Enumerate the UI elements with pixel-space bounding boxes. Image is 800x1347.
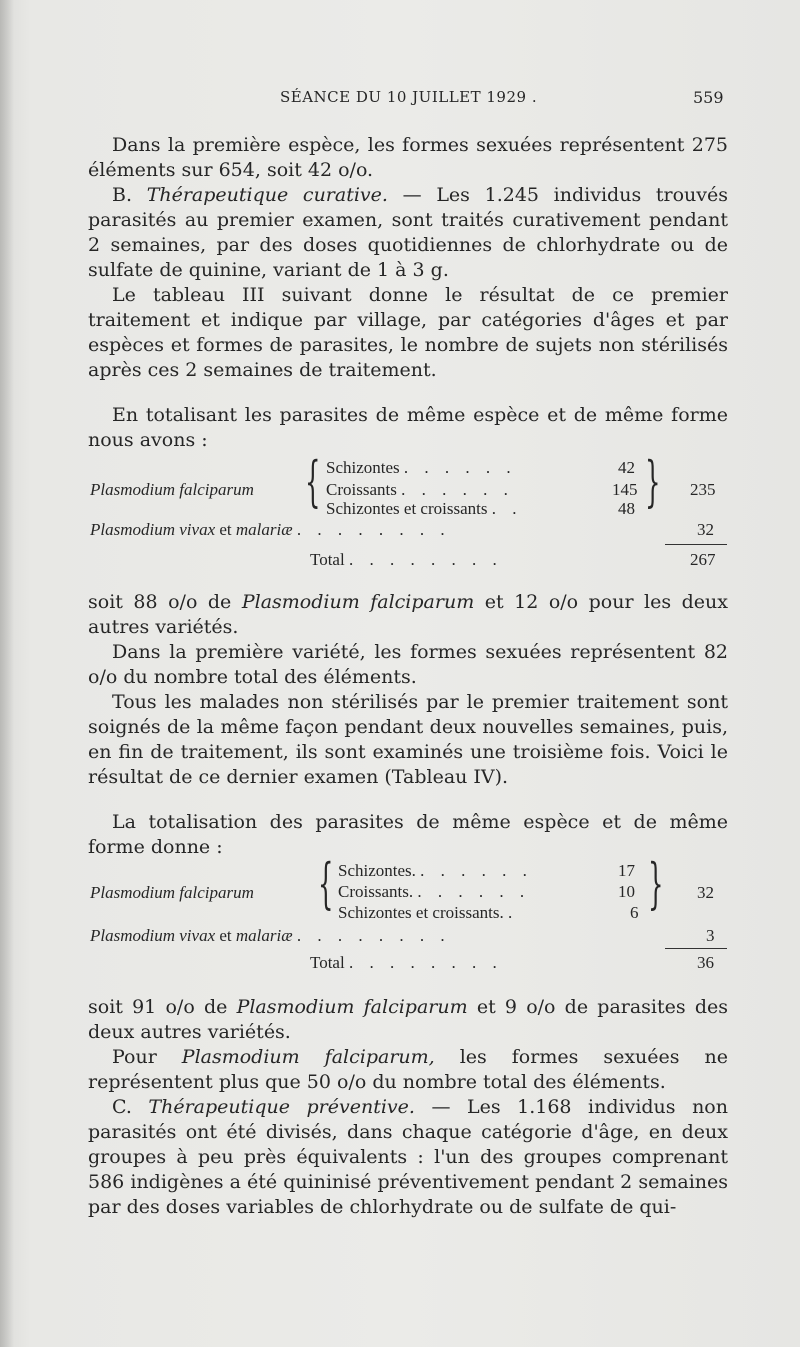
- row2-croissants: Croissants. . . . . . .: [338, 882, 531, 901]
- paragraph-4: En totalisant les parasites de même espèce et de même forme nous avons :: [88, 404, 728, 451]
- text-block-3: [88, 995, 728, 1220]
- row-croissants: Croissants . . . . . .: [326, 480, 514, 499]
- total-rule-2: [665, 948, 727, 949]
- row2-schizontes-value: 17: [618, 861, 635, 880]
- total-value: 267: [690, 550, 716, 569]
- vivax-malariae-value: 32: [697, 520, 714, 539]
- row2-schizontes-croissants-value: 6: [630, 903, 639, 922]
- total-rule: [665, 544, 727, 545]
- right-brace: }: [645, 450, 661, 513]
- paragraph-1: Dans la première espèce, les formes sexuées représentent 275 éléments sur 654, soit 42 o/o.: [88, 134, 728, 181]
- paragraph-9: soit 91 o/o de Plasmodium falciparum et 9 o/o de parasites des deux autres variétés.: [88, 996, 728, 1043]
- paragraph-6: Dans la première variété, les formes sexuées représentent 82 o/o du nombre total des éléments.: [88, 641, 728, 688]
- subtotal-falciparum-2: 32: [697, 883, 714, 902]
- vivax-malariae-value-2: 3: [706, 926, 715, 945]
- species-falciparum-label-2: Plasmodium falciparum: [90, 883, 254, 902]
- text-block-1: [88, 133, 728, 453]
- species-vivax-malariae-label-2: Plasmodium vivax et malariæ . . . . . . . .: [90, 926, 451, 945]
- row2-croissants-value: 10: [618, 882, 635, 901]
- row2-schizontes-croissants: Schizontes et croissants. .: [338, 903, 519, 922]
- paragraph-11: C. Thérapeutique préventive. — Les 1.168 individus non parasités ont été divisés, dans chaque catégorie d'âge, en deux groupes à peu près équivalents : l'un des groupes comprenant 586 indigènes a été quininisé préventivement pendant 2 semaines par des doses variables de chlorhydrate ou de sulfate de qui-: [88, 1096, 728, 1218]
- row-croissants-value: 145: [612, 480, 638, 499]
- total-value-2: 36: [697, 953, 714, 972]
- paragraph-3: Le tableau III suivant donne le résultat de ce premier traitement et indique par village, par catégories d'âges et par espèces et formes de parasites, le nombre de sujets non stérilisés après ces 2 semaines de traitement.: [88, 284, 728, 381]
- species-falciparum-label: Plasmodium falciparum: [90, 480, 254, 499]
- row-schizontes-value: 42: [618, 458, 635, 477]
- paragraph-7: Tous les malades non stérilisés par le premier traitement sont soignés de la même façon pendant deux nouvelles semaines, puis, en fin de traitement, ils sont examinés une troisième fois. Voici le résultat de ce dernier examen (Tableau IV).: [88, 691, 728, 788]
- paragraph-8: La totalisation des parasites de même espèce et de même forme donne :: [88, 811, 728, 858]
- row2-schizontes: Schizontes. . . . . . .: [338, 861, 533, 880]
- paragraph-10: Pour Plasmodium falciparum, les formes sexuées ne représentent plus que 50 o/o du nombre total des éléments.: [88, 1046, 729, 1093]
- subtotal-falciparum: 235: [690, 480, 716, 499]
- running-head: SÉANCE DU 10 JUILLET 1929 .: [280, 88, 538, 106]
- left-brace-2: {: [318, 852, 334, 915]
- heading-therapeutique-preventive: Thérapeutique préventive.: [148, 1096, 415, 1118]
- species-vivax-malariae-label: Plasmodium vivax et malariæ . . . . . . . .: [90, 520, 451, 539]
- page-edge-shadow: [0, 0, 14, 1347]
- page-number: 559: [693, 88, 724, 107]
- heading-therapeutique-curative: Thérapeutique curative.: [146, 184, 388, 206]
- paragraph-2: B. Thérapeutique curative. — Les 1.245 individus trouvés parasités au premier examen, sont traités curativement pendant 2 semaines, par des doses quotidiennes de chlorhydrate ou de sulfate de quinine, variant de 1 à 3 g.: [88, 184, 728, 281]
- total-label: Total . . . . . . . .: [310, 550, 503, 569]
- row-schizontes-croissants: Schizontes et croissants . .: [326, 499, 523, 518]
- right-brace-2: }: [648, 852, 664, 915]
- paragraph-5: soit 88 o/o de Plasmodium falciparum et 12 o/o pour les deux autres variétés.: [88, 591, 728, 638]
- total-label-2: Total . . . . . . . .: [310, 953, 503, 972]
- left-brace: {: [305, 450, 321, 513]
- row-schizontes: Schizontes . . . . . .: [326, 458, 517, 477]
- row-schizontes-croissants-value: 48: [618, 499, 635, 518]
- text-block-2: [88, 590, 728, 860]
